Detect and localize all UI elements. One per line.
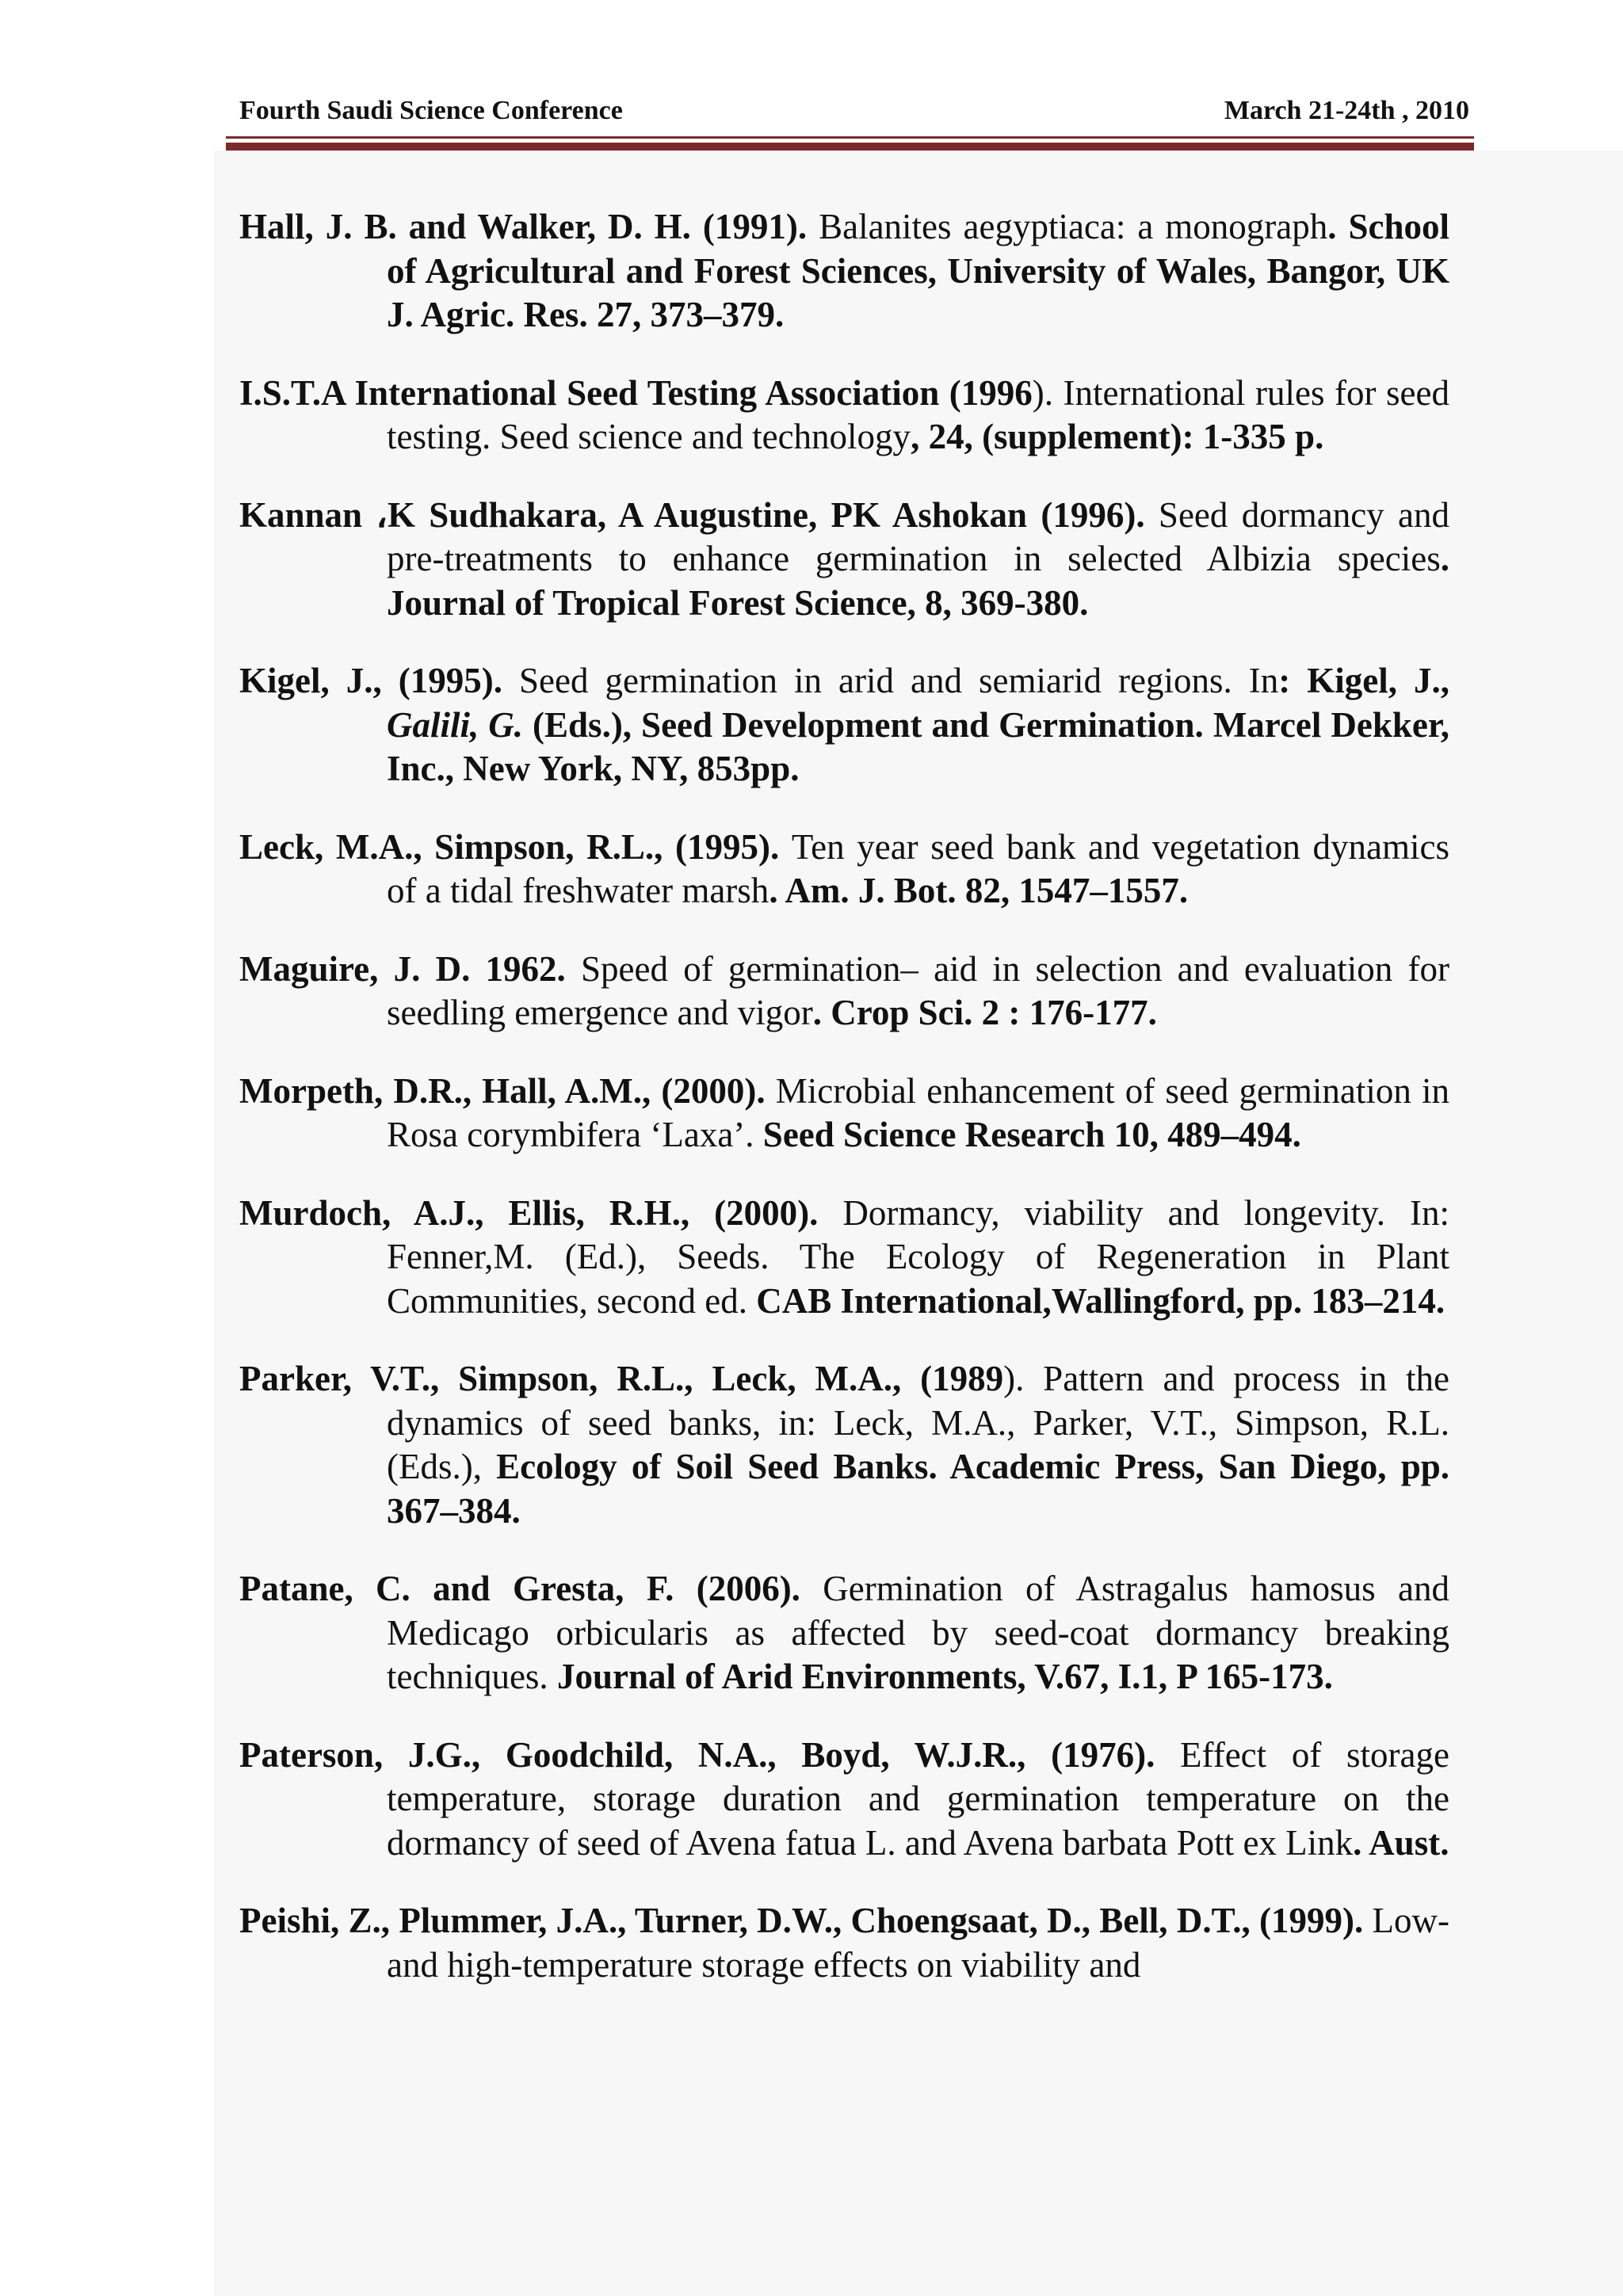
reference-text-run: Leck, M.A., Simpson, R.L., (1995). <box>239 826 792 867</box>
header-date: March 21-24th , 2010 <box>1224 96 1469 125</box>
reference-text-run: Patane, C. and Gresta, F. (2006). <box>239 1569 823 1608</box>
reference-entry <box>239 1567 1449 1699</box>
reference-text-run: Ecology of Soil Seed Banks. Academic Press, San Diego, pp. 367–384. <box>387 1447 1449 1531</box>
reference-text-run: . Aust. <box>1353 1822 1449 1863</box>
reference-text-run: . School of Agricultural and Forest Sciences, University of Wales, Bangor, UK J. Agric. Res. 27, 373–379. <box>387 207 1449 334</box>
reference-entry <box>239 659 1449 791</box>
reference-text-run: Morpeth, D.R., Hall, A.M., (2000). <box>239 1070 776 1111</box>
header-conference-title: Fourth Saudi Science Conference <box>239 96 623 125</box>
reference-entry <box>239 948 1449 1035</box>
reference-entry <box>239 494 1449 626</box>
reference-text-run: ). International rules for seed testing. Seed science and technology <box>387 372 1449 456</box>
reference-entry <box>239 826 1449 913</box>
reference-text-run: Murdoch, A.J., Ellis, R.H., (2000). <box>239 1192 843 1233</box>
reference-entry <box>239 1899 1449 1987</box>
reference-text-run: Effect of storage temperature, storage duration and germination temperature on the dormancy of seed of Avena fatua L. and Avena barbata Pott ex Link <box>387 1734 1449 1863</box>
reference-entry <box>239 372 1449 460</box>
reference-text-run: Journal of Arid Environments, V.67, I.1, P 165-173. <box>556 1657 1333 1696</box>
reference-text-run: CAB International,Wallingford, pp. 183–214. <box>756 1280 1445 1321</box>
reference-text-run: . Crop Sci. 2 : 176-177. <box>812 993 1157 1032</box>
reference-entry <box>239 1357 1449 1533</box>
reference-text-run: Seed Science Research 10, 489–494. <box>762 1115 1301 1154</box>
reference-entry <box>239 205 1449 338</box>
reference-text-run: I.S.T.A International Seed Testing Association (1996 <box>239 372 1033 413</box>
reference-text-run: Seed germination in arid and semiarid regions. In <box>519 661 1279 700</box>
reference-text-run: Germination of Astragalus hamosus and Medicago orbicularis as affected by seed-coat dormancy breaking techniques. <box>387 1569 1449 1696</box>
header-rule-thick <box>226 143 1474 151</box>
reference-text-run: Seed dormancy and pre-treatments to enhance germination in selected Albizia species <box>387 494 1449 578</box>
reference-entry <box>239 1070 1449 1158</box>
reference-list <box>239 205 1449 2021</box>
reference-text-run: Paterson, J.G., Goodchild, N.A., Boyd, W.J.R., (1976). <box>239 1734 1181 1775</box>
reference-text-run: Parker, V.T., Simpson, R.L., Leck, M.A., (1989 <box>239 1359 1004 1398</box>
reference-text-run: Microbial enhancement of seed germination in Rosa corymbifera ‘Laxa’. <box>387 1070 1449 1154</box>
reference-text-run: Speed of germination– aid in selection and evaluation for seedling emergence and vigor <box>387 948 1449 1032</box>
reference-text-run: Kigel, J., (1995). <box>239 661 520 700</box>
reference-entry <box>239 1192 1449 1324</box>
reference-text-run: Peishi, Z., Plummer, J.A., Turner, D.W., Choengsaat, D., Bell, D.T., (1999). <box>239 1901 1373 1940</box>
header-rule-thin <box>226 136 1474 139</box>
reference-text-run: Balanites aegyptiaca: a monograph <box>819 207 1328 246</box>
reference-text-run: Galili, G. <box>387 704 524 745</box>
reference-text-run: : Kigel, J., <box>1278 661 1450 700</box>
reference-text-run: ). Pattern and process in the dynamics of seed banks, in: Leck, M.A., Parker, V.T., Simpson, R.L. (Eds.), <box>387 1359 1449 1486</box>
reference-text-run: Maguire, J. D. 1962. <box>239 948 582 989</box>
running-header <box>239 95 1469 127</box>
reference-entry <box>239 1733 1449 1866</box>
reference-text-run: , 24, (supplement): 1-335 p. <box>911 417 1324 456</box>
reference-text-run: (Eds.), Seed Development and Germination. Marcel Dekker, Inc., New York, NY, 853pp. <box>387 704 1449 788</box>
reference-text-run: Hall, J. B. and Walker, D. H. (1991). <box>239 207 819 246</box>
reference-text-run: Ten year seed bank and vegetation dynamics of a tidal freshwater marsh <box>387 826 1449 910</box>
reference-text-run: Low- and high-temperature storage effects on viability and <box>387 1901 1449 1985</box>
reference-text-run: Dormancy, viability and longevity. In: Fenner,M. (Ed.), Seeds. The Ecology of Regeneration in Plant Communities, second ed. <box>387 1192 1449 1321</box>
reference-text-run: . Journal of Tropical Forest Science, 8, 369-380. <box>387 539 1449 623</box>
reference-text-run: Kannan ،K Sudhakara, A Augustine, PK Ashokan (1996). <box>239 494 1159 535</box>
reference-text-run: . Am. J. Bot. 82, 1547–1557. <box>769 871 1189 910</box>
